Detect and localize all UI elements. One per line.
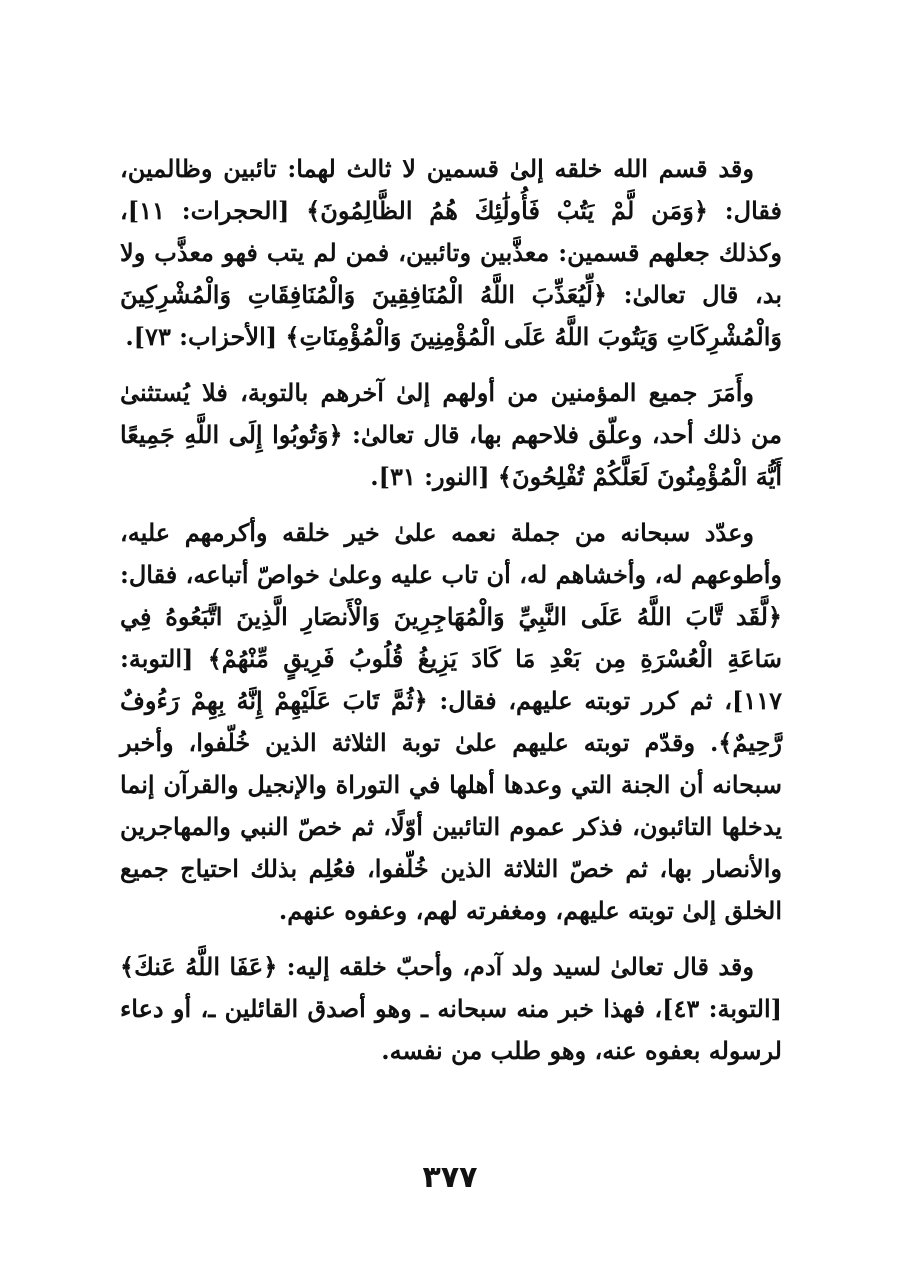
- page-number: ٣٧٧: [422, 1160, 478, 1195]
- page-body: [120, 148, 782, 1086]
- paragraph-4: وقد قال تعالىٰ لسيد ولد آدم، وأحبّ خلقه إليه: ﴿عَفَا اللَّهُ عَنكَ﴾ [التوبة: ٤٣]، فهذا خبر منه سبحانه ـ وهو أصدق القائلين ـ، أو دعاء لرسوله بعفوه عنه، وهو طلب من نفسه.: [120, 952, 782, 1065]
- paragraph-1: وقد قسم الله خلقه إلىٰ قسمين لا ثالث لهما: تائبين وظالمين، فقال: ﴿وَمَن لَّمْ يَتُبْ فَأُولَٰئِكَ هُمُ الظَّالِمُونَ﴾ [الحجرات: ١١]، وكذلك جعلهم قسمين: معذَّبين وتائبين، فمن لم يتب فهو معذَّب ولا بد، قال تعالىٰ: ﴿لِّيُعَذِّبَ اللَّهُ الْمُنَافِقِينَ وَالْمُنَافِقَاتِ وَالْمُشْرِكِينَ وَالْمُشْرِكَاتِ وَيَتُوبَ اللَّهُ عَلَى الْمُؤْمِنِينَ وَالْمُؤْمِنَاتِ﴾ [الأحزاب: ٧٣].: [120, 154, 782, 351]
- paragraph-3: وعدّد سبحانه من جملة نعمه علىٰ خير خلقه وأكرمهم عليه، وأطوعهم له، وأخشاهم له، أن تاب عليه وعلىٰ خواصّ أتباعه، فقال: ﴿لَّقَد تَّابَ اللَّهُ عَلَى النَّبِيِّ وَالْمُهَاجِرِينَ وَالْأَنصَارِ الَّذِينَ اتَّبَعُوهُ فِي سَاعَةِ الْعُسْرَةِ مِن بَعْدِ مَا كَادَ يَزِيغُ قُلُوبُ فَرِيقٍ مِّنْهُمْ﴾ [التوبة: ١١٧]، ثم كرر توبته عليهم، فقال: ﴿ثُمَّ تَابَ عَلَيْهِمْ إِنَّهُ بِهِمْ رَءُوفٌ رَّحِيمٌ﴾. وقدّم توبته عليهم علىٰ توبة الثلاثة الذين خُلّفوا، وأخبر سبحانه أن الجنة التي وعدها أهلها في التوراة والإنجيل والقرآن إنما يدخلها التائبون، فذكر عموم التائبين أوّلًا، ثم خصّ النبي والمهاجرين والأنصار بها، ثم خصّ الثلاثة الذين خُلّفوا، فعُلِم بذلك احتياج جميع الخلق إلىٰ توبته عليهم، ومغفرته لهم، وعفوه عنهم.: [120, 518, 782, 925]
- paragraph-2: وأَمَرَ جميع المؤمنين من أولهم إلىٰ آخرهم بالتوبة، فلا يُستثنىٰ من ذلك أحد، وعلّق فلاحهم بها، قال تعالىٰ: ﴿وَتُوبُوا إِلَى اللَّهِ جَمِيعًا أَيُّهَ الْمُؤْمِنُونَ لَعَلَّكُمْ تُفْلِحُونَ﴾ [النور: ٣١].: [120, 378, 782, 491]
